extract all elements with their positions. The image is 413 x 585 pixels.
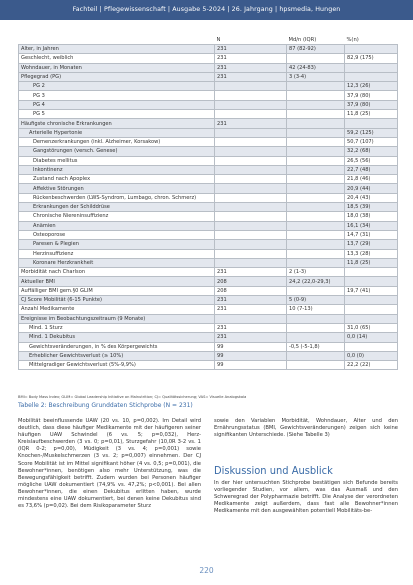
table-cell: PG 4 [19,100,215,109]
table-cell: PG 2 [19,82,215,91]
table-cell: 26,5 (56) [345,156,398,165]
table-cell: Rückenbeschwerden (LWS-Syndrom, Lumbago, chron. Schmerz) [19,193,215,202]
body-text-right: sowie den Variablen Morbidität, Wohndauer, Alter und den Ernährungsstatus (BMI, Gewichtsveränderungen) zeigen sich keine signifikanten Unterschiede. (Siehe Tabelle 3) [214,418,398,439]
table-cell: 3 (3-4) [287,72,345,81]
table-cell: 231 [215,63,287,72]
table-cell: 5 (0-9) [287,296,345,305]
table-cell [215,147,287,156]
table-cell: Auffälliger BMI gem.§0 GLIM [19,286,215,295]
table-cell: 18,5 (39) [345,203,398,212]
table-row [19,305,398,314]
table-cell [287,361,345,370]
table-row [19,193,398,202]
table-cell [215,203,287,212]
table-cell: 231 [215,72,287,81]
table-header-cell [19,35,215,45]
table-cell [287,110,345,119]
table-row [19,333,398,342]
table-cell: Gangstörungen (versch. Genese) [19,147,215,156]
table-cell: Mind. 1 Sturz [19,323,215,332]
table-cell: 32,2 (68) [345,147,398,156]
table-cell: Anämien [19,221,215,230]
table-cell: 16,1 (34) [345,221,398,230]
table-cell: 231 [215,45,287,54]
table-row [19,323,398,332]
table-cell [215,240,287,249]
table-cell [287,230,345,239]
table-header-cell: Md/n (IQR) [288,36,317,43]
table-row [19,221,398,230]
table-cell [287,193,345,202]
table-cell [215,249,287,258]
table-cell: 231 [215,119,287,128]
table-cell: Geschlecht, weiblich [19,54,215,63]
table-cell [345,296,398,305]
table-cell: Mittelgradiger Gewichtsverlust (5%-9,9%) [19,361,215,370]
table-cell: 21,8 (46) [345,175,398,184]
table-cell: Herzinsuffizienz [19,249,215,258]
table-cell [345,72,398,81]
table-cell: Arterielle Hypertonie [19,128,215,137]
table-row [19,110,398,119]
table-cell [345,314,398,323]
table-cell [215,156,287,165]
table-cell: CJ Score Mobilität (6-15 Punkte) [19,296,215,305]
table-cell: 231 [215,296,287,305]
table-cell: Affektive Störungen [19,184,215,193]
table-row [19,119,398,128]
table-row [19,286,398,295]
table-cell: 59,2 (125) [345,128,398,137]
table-row [19,268,398,277]
table-cell [287,156,345,165]
table-row [19,54,398,63]
table-cell: 82,9 (175) [345,54,398,63]
table-row [19,72,398,81]
table-cell [287,221,345,230]
table-cell: Osteoporose [19,230,215,239]
table-cell: 24,2 (22,0-29,3) [287,277,345,286]
table-row [19,175,398,184]
table-row [19,258,398,267]
table-cell: 13,7 (29) [345,240,398,249]
page-header: Fachteil | Pflegewissenschaft | Ausgabe 5-2024 | 26. Jahrgang | hpsmedia, Hungen [0,0,413,20]
table-row [19,91,398,100]
table-cell: 231 [215,305,287,314]
table-cell: Ereignisse im Beobachtungszeitraum (9 Monate) [19,314,215,323]
table-cell: 10 (7-13) [287,305,345,314]
table-cell [287,137,345,146]
table-cell: 231 [215,333,287,342]
table-cell: 42 (24-83) [287,63,345,72]
table-cell: 87 (82-92) [287,45,345,54]
table-cell: 99 [215,342,287,351]
table-cell: Häufigste chronische Erkrankungen [19,119,215,128]
table-cell: Koronare Herzkrankheit [19,258,215,267]
table-cell: Aktueller BMI [19,277,215,286]
table-cell [287,240,345,249]
table-cell: 0,0 (0) [345,351,398,360]
table-cell: Demenzerkrankungen (inkl. Alzheimer, Korsakow) [19,137,215,146]
table-cell [287,82,345,91]
table-row [19,314,398,323]
table-cell: 12,3 (26) [345,82,398,91]
table-cell: Gewichtsveränderungen, in % des Körpergewichts [19,342,215,351]
table-cell: 13,3 (28) [345,249,398,258]
table-cell: Mind. 1 Dekubitus [19,333,215,342]
table-row [19,342,398,351]
table-cell [287,184,345,193]
table-cell [345,63,398,72]
table-cell: 99 [215,361,287,370]
table-cell [287,351,345,360]
table-cell [215,193,287,202]
table-cell [215,82,287,91]
table-row [19,351,398,360]
table-cell: 14,7 (31) [345,230,398,239]
table-row [19,203,398,212]
table-cell [215,137,287,146]
table-cell: 231 [215,323,287,332]
table-cell [215,175,287,184]
table-cell [215,91,287,100]
section-title: Diskussion und Ausblick [214,464,333,477]
table-cell [287,147,345,156]
table-cell: PG 5 [19,110,215,119]
table-cell [345,305,398,314]
table-cell [215,128,287,137]
table-cell [215,221,287,230]
table-cell [287,323,345,332]
table-header-cell: %(n) [346,36,359,43]
table-cell [345,277,398,286]
table-header-cell: N [216,36,221,43]
table-footnote: BMI= Body Mass Index; GLIM= Global Leadership Initiative on Malnutrition; CJ= Qualitätssicherung; VAS= Visuelle Analogskala [18,395,247,399]
table-header-row [19,35,398,45]
table-cell: 22,7 (48) [345,165,398,174]
table-cell: Diabetes mellitus [19,156,215,165]
table-cell: 231 [215,54,287,63]
table-row [19,137,398,146]
table-cell: 208 [215,286,287,295]
table-cell [345,45,398,54]
table-cell: -0,5 (-5-1,8) [287,342,345,351]
table-cell: 231 [215,268,287,277]
table-cell [287,314,345,323]
table-cell [287,249,345,258]
table-cell [215,212,287,221]
table-cell: 0,0 (14) [345,333,398,342]
table-caption: Tabelle 2: Beschreibung Grunddaten Stichprobe (N = 231) [18,402,193,409]
table-cell [215,110,287,119]
data-table [18,35,397,370]
table-cell: PG 3 [19,91,215,100]
table-cell: 11,8 (25) [345,258,398,267]
table-cell: 99 [215,351,287,360]
table-row [19,165,398,174]
table-cell: 19,7 (41) [345,286,398,295]
table-cell: 37,9 (80) [345,91,398,100]
table-cell [287,203,345,212]
table-cell: 37,9 (80) [345,100,398,109]
table-cell [287,258,345,267]
table-cell [287,165,345,174]
table-cell [287,333,345,342]
table-cell: 50,7 (107) [345,137,398,146]
section-text: In der hier untersuchten Stichprobe bestätigen sich Befunde bereits vorliegender Studien, vor allem, was das Ausmaß und den Schweregrad der Polypharmazie betrifft. Die Analyse der verordneten Medikamente zeigt außerdem, dass fast alle Bewohner*innen Medikamente mit den ausgewählten potentiell Mobilitäts-be- [214,480,398,515]
table-cell: Erheblicher Gewichtsverlust (≥ 10%) [19,351,215,360]
table-cell [287,212,345,221]
table-row [19,45,398,54]
table-cell [215,165,287,174]
table-cell: 208 [215,277,287,286]
table-cell: 11,8 (25) [345,110,398,119]
table-row [19,147,398,156]
table-row [19,296,398,305]
table-row [19,212,398,221]
table-cell [287,100,345,109]
table-cell: 2 (1-3) [287,268,345,277]
table-cell [345,119,398,128]
table-cell: Pflegegrad (PG) [19,72,215,81]
table-cell [287,286,345,295]
table-row [19,156,398,165]
table-cell: Morbidität nach Charlson [19,268,215,277]
table-cell [287,54,345,63]
table-cell: Wohndauer, in Monaten [19,63,215,72]
table-row [19,128,398,137]
table-cell [287,119,345,128]
table-cell [287,128,345,137]
table-cell: Zustand nach Apoplex [19,175,215,184]
table-cell: 20,9 (44) [345,184,398,193]
table-row [19,63,398,72]
table-row [19,240,398,249]
table-cell [215,314,287,323]
table-cell: 18,0 (38) [345,212,398,221]
table-cell: 31,0 (65) [345,323,398,332]
table-cell [345,342,398,351]
table-cell [215,100,287,109]
table-cell [345,268,398,277]
table-cell: Chronische Niereninsuffizienz [19,212,215,221]
page-number: 220 [199,566,214,575]
table-cell [287,91,345,100]
table-row [19,230,398,239]
table-cell [287,175,345,184]
table-row [19,361,398,370]
table-cell: Paresen & Plegien [19,240,215,249]
table-cell: Alter, in Jahren [19,45,215,54]
body-text-left: Mobilität beeinflussende UAW (20 vs. 10, p=0,002). Im Detail wird deutlich, dass diese häufiger Medikamente mit der häufigeren seiner häufigen UAW Schwindel (6 vs. 5; p=0,032), Herz-Kreislaufbeschwerden (3 vs. 0; p=0,01), Sturzgefahr (10,0R 3-2 vs. 1 (IQR 0-2; p=0,00), Müdigkeit (3 vs. 4; p=0,001) sowie Knochen-/Muskelschmerzen (3 vs. 2; p=0,007) einnehmen. Der CJ Score Mobilität ist im Mittel signifikant höher (4 vs. 0,5; p=0,001), die Bewohner*innen, benötigen also mehr Unterstützung, was die Bewegungsfähigkeit betrifft. Zudem wurden bei Personen häufiger mögliche UAW dokumentiert (74,9% vs. 47,2%; p<0,001). Bei allen Bewohner*innen, die einen Dekubitus erlitten haben, wurde mindestens eine UAW dokumentiert, bei denen keine Dekubitus sind es 73,6% (p=0,02). Bei dem Risikoparameter Sturz [18,418,201,510]
table-row [19,249,398,258]
table-cell [215,258,287,267]
table-row [19,184,398,193]
table-cell: Inkontinenz [19,165,215,174]
table-cell: 22,2 (22) [345,361,398,370]
table-cell: Erkrankungen der Schilddrüse [19,203,215,212]
table-row [19,277,398,286]
table-row [19,100,398,109]
table-cell [215,184,287,193]
table-row [19,82,398,91]
table-cell [215,230,287,239]
table-cell: 20,4 (43) [345,193,398,202]
table-cell: Anzahl Medikamente [19,305,215,314]
